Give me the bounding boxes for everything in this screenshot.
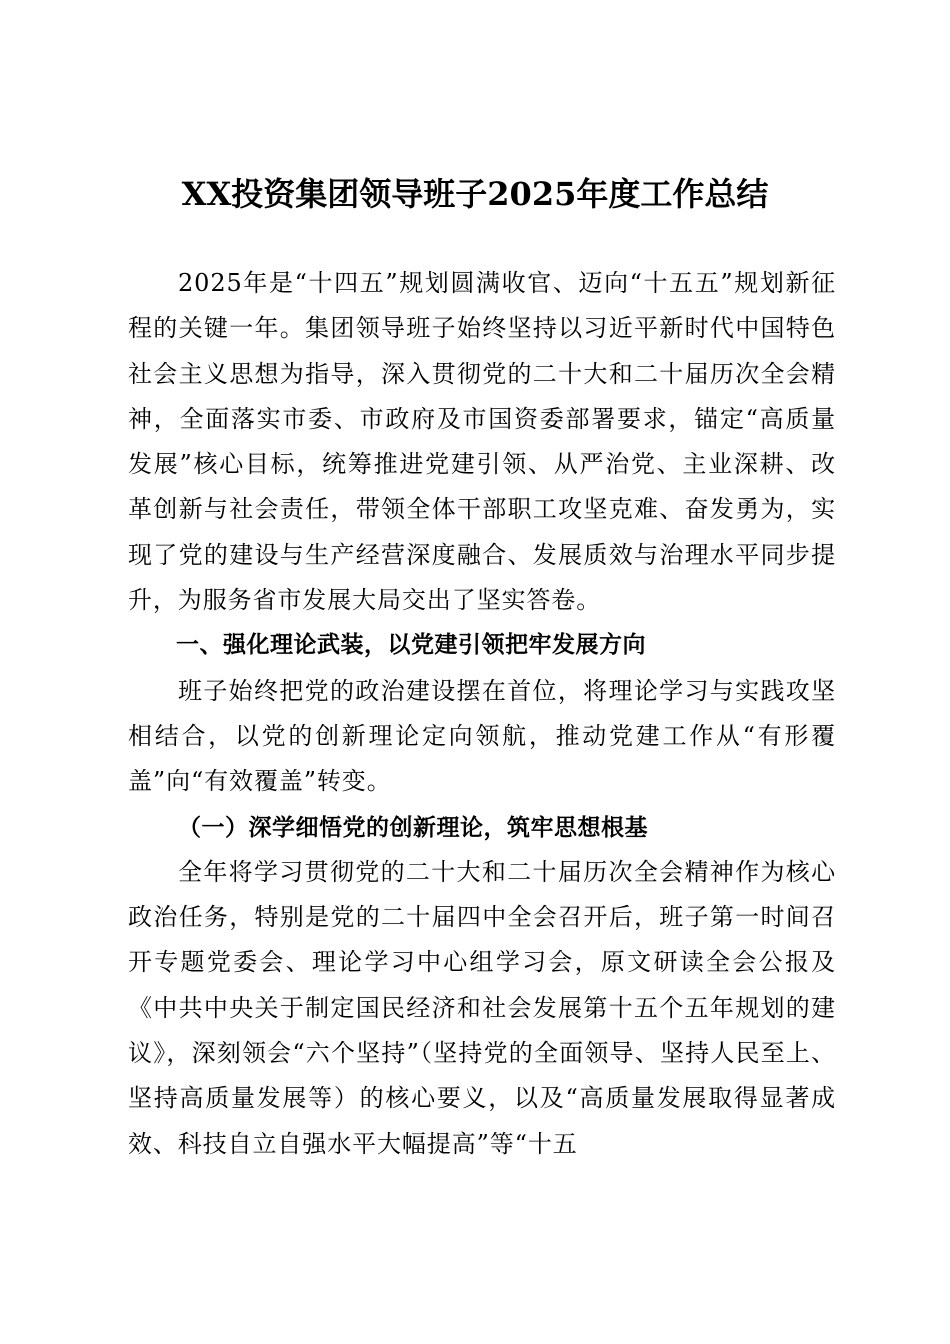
section-heading: 一、强化理论武装，以党建引领把牢发展方向: [176, 632, 646, 659]
intro-paragraph: 2025年是“十四五”规划圆满收官、迈向“十五五”规划新征程的关键一年。集团领导班子始终坚持以习近平新时代中国特色社会主义思想为指导，深入贯彻党的二十大和二十届历次全会精神，全面落实市委、市政府及市国资委部署要求，锚定“高质量发展”核心目标，统筹推进党建引领、从严治党、主业深耕、改革创新与社会责任，带领全体干部职工攻坚克难、奋发勇为，实现了党的建设与生产经营深度融合、发展质效与治理水平同步提升，为服务省市发展大局交出了坚实答卷。: [128, 269, 836, 615]
subsection-heading: （一）深学细悟党的创新理论，筑牢思想根基: [178, 813, 648, 841]
section-paragraph: 班子始终把党的政治建设摆在首位，将理论学习与实践攻坚相结合，以党的创新理论定向领航，推动党建工作从“有形覆盖”向“有效覆盖”转变。: [128, 676, 836, 796]
subsection-paragraph: 全年将学习贯彻党的二十大和二十届历次全会精神作为核心政治任务，特别是党的二十届四中全会召开后，班子第一时间召开专题党委会、理论学习中心组学习会，原文研读全会公报及《中共中央关于制定国民经济和社会发展第十五个五年规划的建议》，深刻领会“六个坚持”（坚持党的全面领导、坚持人民至上、坚持高质量发展等）的核心要义，以及“高质量发展取得显著成效、科技自立自强水平大幅提高”等“十五: [128, 857, 836, 1158]
document-body: [128, 261, 836, 1167]
document-title: XX投资集团领导班子2025年度工作总结: [181, 175, 769, 213]
